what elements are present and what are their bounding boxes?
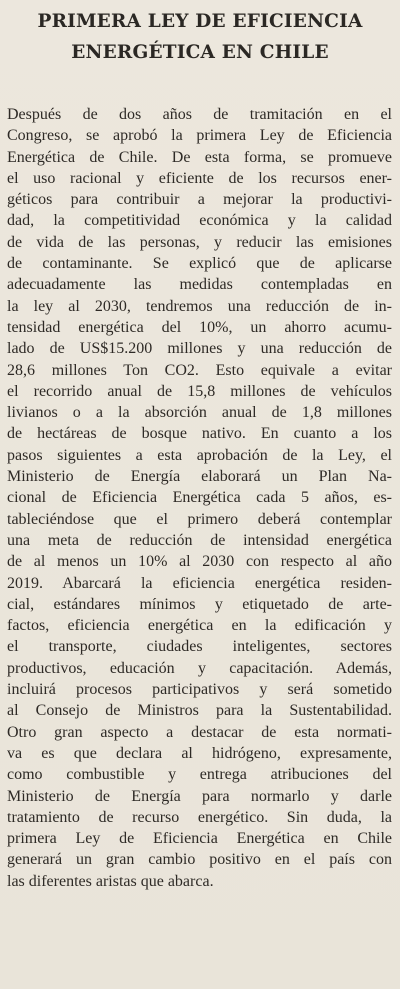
title-line: PRIMERA LEY DE EFICIENCIA bbox=[37, 11, 363, 32]
body-line: como combustible y entrega atribuciones del bbox=[7, 766, 392, 784]
body-line: factos, eficiencia energética en la edificación y bbox=[7, 617, 392, 635]
body-line: una meta de reducción de intensidad energética bbox=[7, 531, 392, 549]
body-line: productivos, educación y capacitación. Además, bbox=[7, 659, 392, 677]
body-line: las diferentes aristas que abarca. bbox=[7, 872, 214, 890]
body-line: de contaminante. Se explicó que de aplicarse bbox=[7, 255, 392, 273]
body-line: tensidad energética del 10%, un ahorro acumu- bbox=[7, 318, 392, 336]
body-line: Ministerio de Energía para normarlo y darle bbox=[7, 787, 392, 805]
title-line: ENERGÉTICA EN CHILE bbox=[71, 42, 329, 63]
body-line: va es que declara al hidrógeno, expresamente, bbox=[7, 744, 392, 762]
body-line: la ley al 2030, tendremos una reducción de in- bbox=[7, 297, 392, 315]
article-body bbox=[7, 104, 392, 892]
body-line: adecuadamente las medidas contempladas en bbox=[7, 276, 392, 294]
body-line: Otro gran aspecto a destacar de esta normati- bbox=[7, 723, 392, 741]
body-line: pasos siguientes a esta aprobación de la Ley, el bbox=[7, 446, 392, 464]
body-line: cial, estándares mínimos y etiquetado de arte- bbox=[7, 595, 392, 613]
body-line: livianos o a la absorción anual de 1,8 millones bbox=[7, 404, 392, 422]
body-line: dad, la competitividad económica y la calidad bbox=[7, 212, 392, 230]
body-line: géticos para contribuir a mejorar la productivi- bbox=[7, 191, 392, 209]
body-line: Ministerio de Energía elaborará un Plan Na- bbox=[7, 468, 392, 486]
body-line: lado de US$15.200 millones y una reducción de bbox=[7, 340, 392, 358]
body-line: Después de dos años de tramitación en el bbox=[7, 106, 392, 123]
body-line: primera Ley de Eficiencia Energética en Chile bbox=[7, 830, 392, 848]
article-title bbox=[0, 6, 400, 68]
body-line: Congreso, se aprobó la primera Ley de Eficiencia bbox=[7, 127, 392, 145]
body-line: de vida de las personas, y reducir las emisiones bbox=[7, 233, 392, 251]
body-line: tratamiento de recurso energético. Sin duda, la bbox=[7, 808, 392, 826]
body-line: generará un gran cambio positivo en el país con bbox=[7, 851, 392, 869]
body-line: 2019. Abarcará la eficiencia energética residen- bbox=[7, 574, 392, 592]
body-line: tableciéndose que el primero deberá contemplar bbox=[7, 510, 392, 528]
body-line: cional de Eficiencia Energética cada 5 años, es- bbox=[7, 489, 392, 507]
body-line: incluirá procesos participativos y será sometido bbox=[7, 681, 392, 699]
body-line: el uso racional y eficiente de los recursos ener- bbox=[7, 169, 392, 187]
body-line: al Consejo de Ministros para la Sustentabilidad. bbox=[7, 702, 392, 720]
body-line: el recorrido anual de 15,8 millones de vehículos bbox=[7, 382, 392, 400]
body-line: 28,6 millones Ton CO2. Esto equivale a evitar bbox=[7, 361, 392, 379]
body-line: de hectáreas de bosque nativo. En cuanto a los bbox=[7, 425, 392, 443]
body-line: Energética de Chile. De esta forma, se promueve bbox=[7, 148, 392, 166]
body-line: el transporte, ciudades inteligentes, sectores bbox=[7, 638, 392, 656]
body-line: de al menos un 10% al 2030 con respecto al año bbox=[7, 553, 392, 571]
